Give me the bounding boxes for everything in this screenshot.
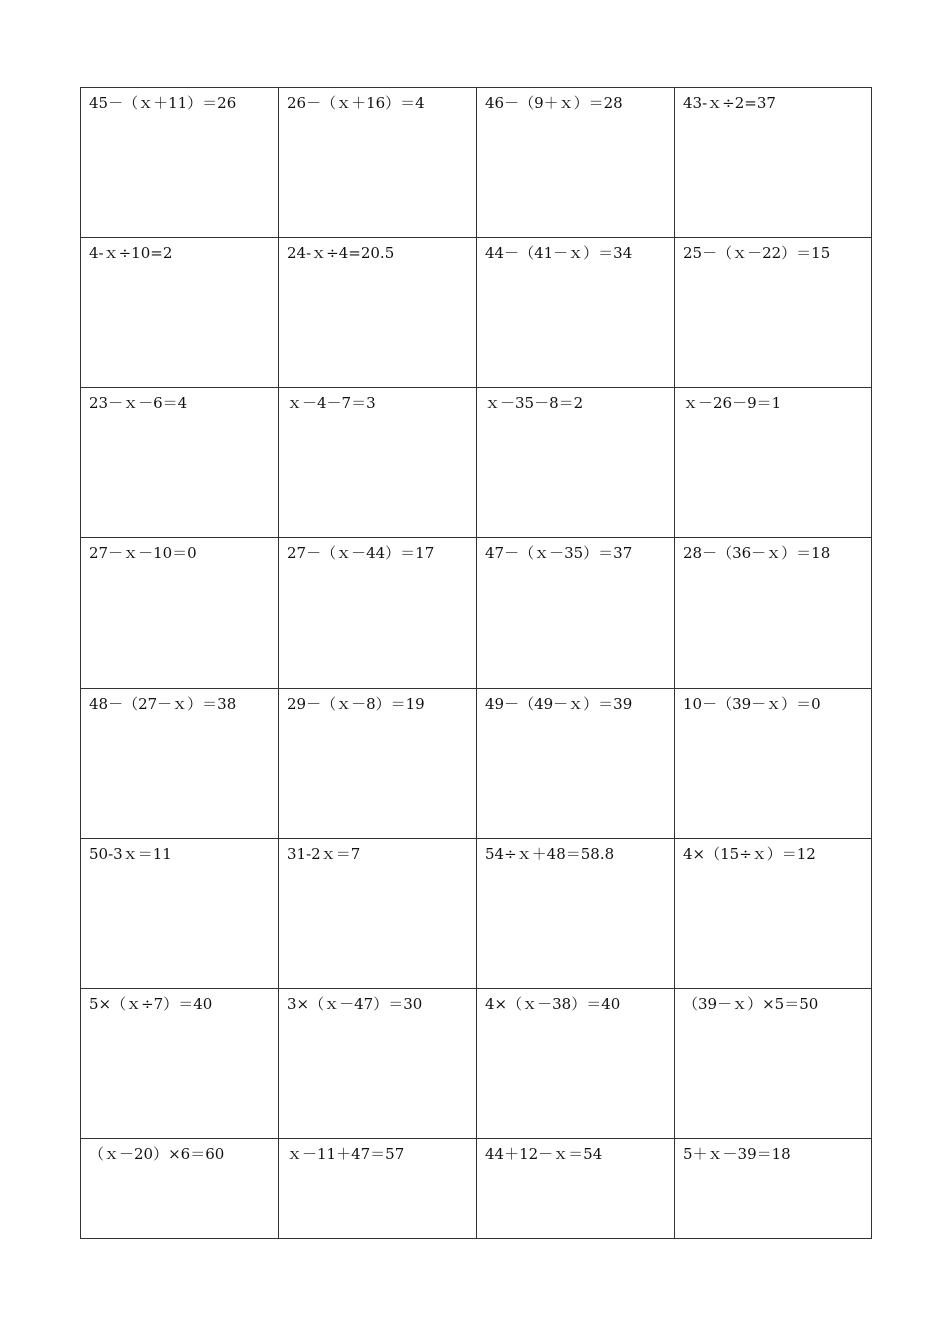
equation-cell: 43-ｘ÷2=37 [675, 88, 872, 238]
equation-cell: 26－（ｘ＋16）＝4 [279, 88, 477, 238]
equation-cell: 27－ｘ－10＝0 [81, 538, 279, 688]
equation-cell: 44＋12－ｘ＝54 [477, 1138, 675, 1238]
equation-cell: （39－ｘ）×5＝50 [675, 988, 872, 1138]
equation-cell: 29－（ｘ－8）＝19 [279, 688, 477, 838]
table-row [81, 238, 872, 388]
equation-cell: 5×（ｘ÷7）＝40 [81, 988, 279, 1138]
equation-cell: ｘ－11＋47＝57 [279, 1138, 477, 1238]
equation-cell: 10－（39－ｘ）＝0 [675, 688, 872, 838]
equation-cell: 45－（ｘ＋11）＝26 [81, 88, 279, 238]
equation-cell: 25－（ｘ－22）＝15 [675, 238, 872, 388]
equation-cell: 23－ｘ－6＝4 [81, 388, 279, 538]
table-row [81, 538, 872, 688]
equation-cell: 5＋ｘ－39＝18 [675, 1138, 872, 1238]
equation-cell: 46－（9＋ｘ）＝28 [477, 88, 675, 238]
equation-cell: 49－（49－ｘ）＝39 [477, 688, 675, 838]
equation-cell: 28－（36－ｘ）＝18 [675, 538, 872, 688]
table-row [81, 688, 872, 838]
equation-cell: ｘ－4－7＝3 [279, 388, 477, 538]
equation-worksheet-table [80, 87, 872, 1239]
table-row [81, 1138, 872, 1238]
equation-cell: 47－（ｘ－35）＝37 [477, 538, 675, 688]
equation-cell: 48－（27－ｘ）＝38 [81, 688, 279, 838]
equation-cell: 31-2ｘ＝7 [279, 838, 477, 988]
equation-cell: 4×（15÷ｘ）＝12 [675, 838, 872, 988]
equation-cell: 4-ｘ÷10=2 [81, 238, 279, 388]
table-row [81, 988, 872, 1138]
equation-cell: 54÷ｘ＋48＝58.8 [477, 838, 675, 988]
equation-cell: ｘ－35－8＝2 [477, 388, 675, 538]
equation-cell: 27－（ｘ－44）＝17 [279, 538, 477, 688]
equation-cell: 24-ｘ÷4=20.5 [279, 238, 477, 388]
table-row [81, 838, 872, 988]
equation-cell: （ｘ－20）×6＝60 [81, 1138, 279, 1238]
equation-cell: ｘ－26－9＝1 [675, 388, 872, 538]
equation-cell: 3×（ｘ－47）＝30 [279, 988, 477, 1138]
table-row [81, 388, 872, 538]
table-row [81, 88, 872, 238]
equation-cell: 4×（ｘ－38）＝40 [477, 988, 675, 1138]
equation-cell: 44－（41－ｘ）＝34 [477, 238, 675, 388]
equation-cell: 50-3ｘ＝11 [81, 838, 279, 988]
